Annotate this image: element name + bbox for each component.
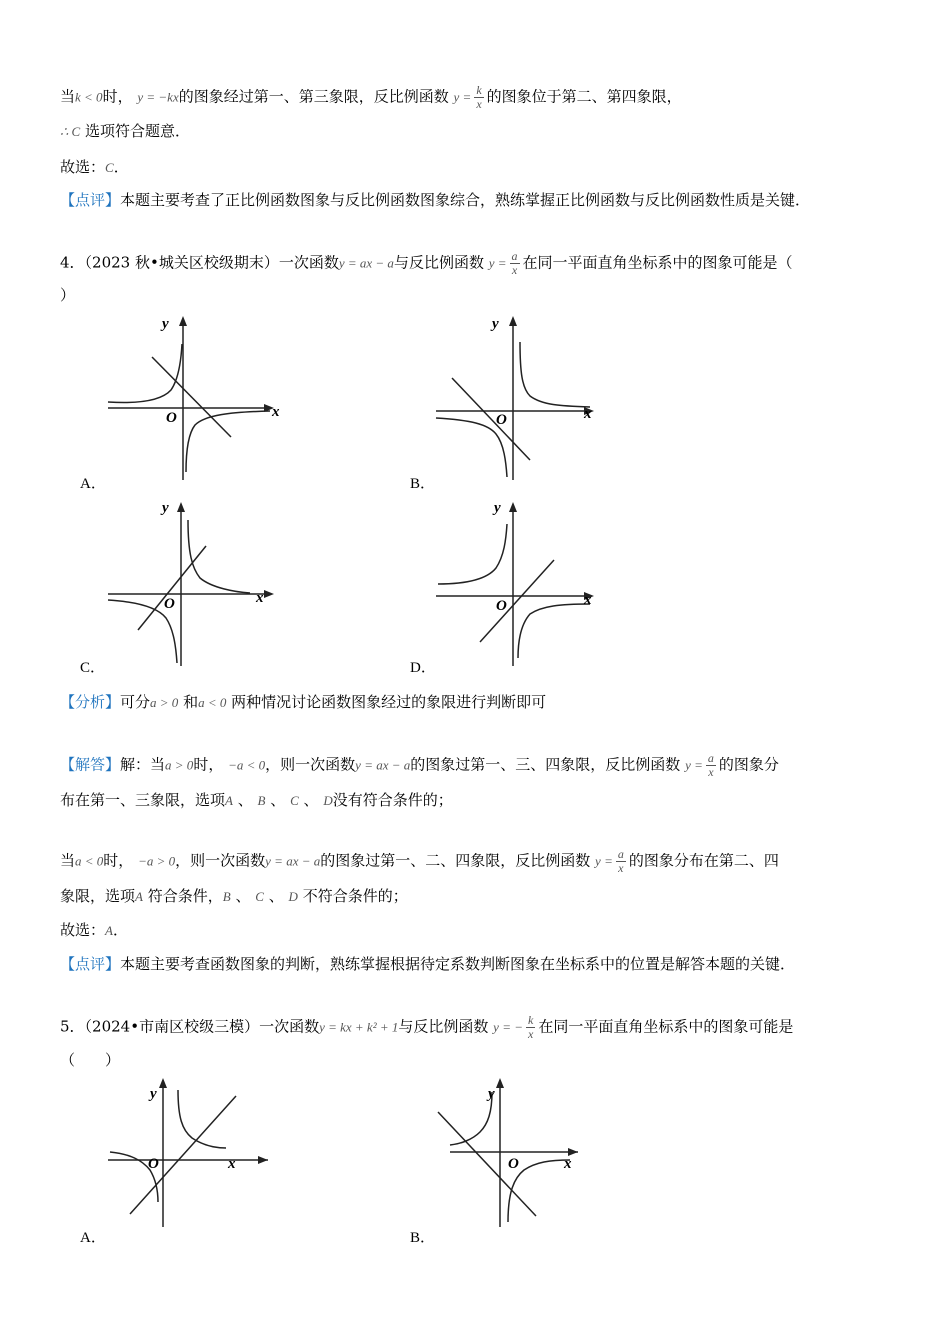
q4-solution-line4: 象限，选项A 符合条件，B 、 C 、 D 不符合条件的； bbox=[60, 887, 408, 905]
comment-tag: 【点评】 bbox=[60, 191, 121, 209]
q5-graph-a bbox=[100, 1072, 280, 1232]
q4-analysis: 【分析】可分a > 0 和a < 0 两种情况讨论函数图象经过的象限进行判断即可 bbox=[60, 693, 547, 711]
q5-paren: （ ） bbox=[60, 1051, 121, 1069]
option-a-label: A． bbox=[80, 476, 106, 492]
q3-line2: ∴ C 选项符合题意． bbox=[60, 122, 190, 140]
svg-text:x: x bbox=[256, 590, 264, 606]
option-b-label: B． bbox=[410, 476, 436, 492]
fraction-k-over-x: $\frac{k}{x}$ bbox=[528, 1013, 534, 1041]
fraction-k-over-x: $\frac{k}{x}$ bbox=[476, 83, 482, 111]
option-c-label: C． bbox=[80, 660, 106, 676]
svg-text:x: x bbox=[584, 406, 592, 422]
svg-text:x: x bbox=[584, 592, 592, 608]
svg-text:O: O bbox=[508, 1156, 519, 1172]
q3-comment: 【点评】本题主要考查了正比例函数图象与反比例函数图象综合，熟练掌握正比例函数与反比例函数性质是关键． bbox=[60, 191, 811, 209]
option-b-label: B． bbox=[410, 1230, 436, 1246]
q4-solution-line2: 布在第一、三象限，选项A 、 B 、 C 、 D没有符合条件的； bbox=[60, 791, 453, 809]
math-y-eq-neg-kx: y = −kx bbox=[137, 89, 179, 105]
svg-text:x: x bbox=[228, 1156, 236, 1172]
svg-text:y: y bbox=[488, 1086, 495, 1102]
svg-text:x: x bbox=[564, 1156, 572, 1172]
question-number: 4． bbox=[60, 253, 85, 272]
q4-comment: 【点评】本题主要考查函数图象的判断，熟练掌握根据待定系数判断图象在坐标系中的位置是解答本题的关键． bbox=[60, 955, 796, 973]
fraction-a-over-x: $\frac{a}{x}$ bbox=[511, 249, 518, 277]
math-k-lt-0: k < 0 bbox=[75, 89, 103, 105]
option-a-label: A． bbox=[80, 1230, 106, 1246]
svg-text:O: O bbox=[148, 1156, 159, 1172]
q4-solution-line3: 当a < 0时， −a > 0，则一次函数y = ax − a的图象过第一、二、四象限，反比例函数 y = $\frac{a}{x}$ 的图象分布在第二、四 bbox=[60, 847, 779, 875]
q5-graph-b bbox=[430, 1072, 610, 1232]
q4-graph-a bbox=[100, 312, 280, 482]
q3-line3: 故选：C． bbox=[60, 158, 129, 176]
q4-graph-d bbox=[430, 498, 610, 668]
svg-text:y: y bbox=[492, 316, 499, 332]
q4-close-paren: ） bbox=[60, 286, 76, 304]
option-d-label: D． bbox=[410, 660, 436, 676]
q5-stem: 5．（2024•市南区校级三模）一次函数y = kx + k² + 1与反比例函数 y = − $\frac{k}{x}$ 在同一平面直角坐标系中的图象可能是 bbox=[60, 1013, 794, 1041]
q4-graph-b bbox=[430, 312, 610, 482]
q4-solution-line1: 【解答】解：当a > 0时， −a < 0，则一次函数y = ax − a的图象过第一、三、四象限，反比例函数 y = $\frac{a}{x}$ 的图象分 bbox=[60, 751, 779, 779]
q4-stem: 4．（2023 秋•城关区校级期末）一次函数y = ax − a与反比例函数 y = $\frac{a}{x}$ 在同一平面直角坐标系中的图象可能是（ bbox=[60, 249, 793, 277]
svg-text:y: y bbox=[150, 1086, 157, 1102]
question-number: 5． bbox=[60, 1017, 85, 1036]
svg-text:O: O bbox=[496, 412, 507, 428]
svg-text:O: O bbox=[496, 598, 507, 614]
svg-text:y: y bbox=[494, 500, 501, 516]
svg-text:y: y bbox=[162, 500, 169, 516]
q4-choice: 故选：A． bbox=[60, 921, 128, 939]
x-axis-label: x bbox=[272, 404, 280, 420]
q4-graph-c bbox=[100, 498, 280, 668]
q3-line1: 当k < 0时， y = −kx的图象经过第一、第三象限，反比例函数 y = $\frac{k}{x}$ 的图象位于第二、第四象限， bbox=[60, 83, 682, 111]
origin-label: O bbox=[166, 410, 177, 426]
svg-text:O: O bbox=[164, 596, 175, 612]
y-axis-label: y bbox=[162, 316, 169, 332]
